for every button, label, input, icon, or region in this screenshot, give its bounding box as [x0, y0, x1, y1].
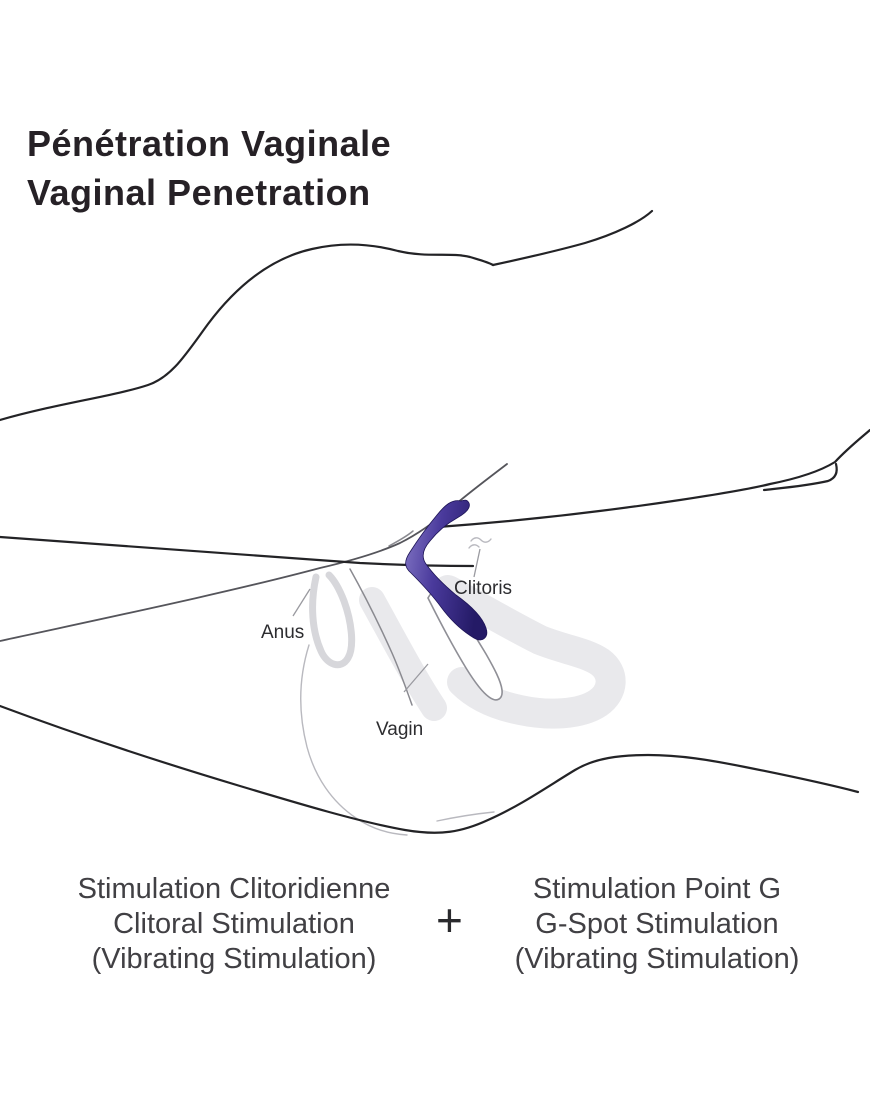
caption-gspot-stimulation — [477, 872, 837, 977]
caption-right-line-french: Stimulation Point G — [532, 873, 782, 905]
lower-fold-line — [437, 812, 494, 821]
lower-body-outline — [0, 706, 858, 833]
anal-canal-shape — [313, 575, 352, 665]
caption-left-line-english: Clitoral Stimulation — [113, 908, 355, 940]
page-title-line-english: Vaginal Penetration — [27, 172, 371, 213]
caption-clitoral-stimulation — [24, 872, 444, 977]
caption-right-line-english: G-Spot Stimulation — [535, 908, 779, 940]
page-title-line-french: Pénétration Vaginale — [27, 123, 392, 164]
waist-outline — [493, 211, 652, 265]
plus-separator: + — [436, 894, 463, 946]
clitoris-label: Clitoris — [454, 578, 513, 599]
thigh-outline — [438, 430, 870, 527]
mons-abdomen-line — [0, 464, 507, 641]
clitoris-mark-squiggle-2 — [469, 545, 479, 548]
caption-left-line-mode: (Vibrating Stimulation) — [91, 943, 377, 975]
anus-label: Anus — [261, 622, 305, 643]
tissue-band-rectal — [372, 600, 434, 708]
vagin-label: Vagin — [376, 719, 424, 740]
caption-left-line-french: Stimulation Clitoridienne — [77, 873, 391, 905]
hip-outline — [0, 245, 493, 420]
anus-leader-line — [293, 589, 310, 616]
clitoris-leader-line — [474, 549, 480, 577]
caption-right-line-mode: (Vibrating Stimulation) — [514, 943, 800, 975]
clitoris-mark-squiggle — [471, 538, 491, 542]
